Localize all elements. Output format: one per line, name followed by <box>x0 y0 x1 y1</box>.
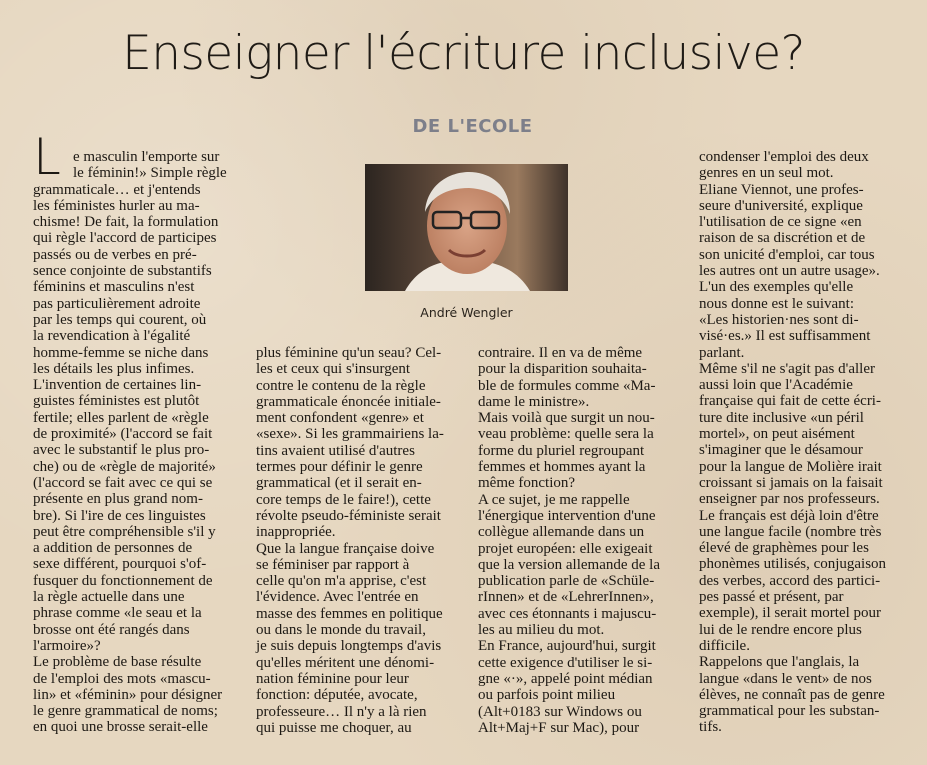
text-line: aussi loin que l'Académie <box>699 377 853 394</box>
text-line: «sexe». Si les grammairiens la- <box>256 426 444 443</box>
text-line: avec le substantif le plus pro- <box>33 442 210 459</box>
author-portrait-image <box>365 164 568 291</box>
text-line: veau problème: quelle sera la <box>478 426 654 443</box>
photo-caption: André Wengler <box>420 305 513 320</box>
text-line: même fonction? <box>478 475 576 492</box>
text-line: exemple), il serait mortel pour <box>699 605 882 622</box>
text-line: pour la langue de Molière irait <box>699 458 882 475</box>
text-line: brosse ont été rangés dans <box>33 621 190 638</box>
text-line: féminins et masculins n'est <box>33 279 195 296</box>
text-line: pes passé et présent, par <box>699 589 844 606</box>
author-photo <box>365 164 568 291</box>
text-line: enseigner par nos professeurs. <box>699 491 880 508</box>
text-line: grammatical (et il serait en- <box>256 475 422 492</box>
text-line: Le problème de base résulte <box>33 654 202 671</box>
text-line: qui règle l'accord de participes <box>33 230 217 247</box>
text-line: termes pour définir le genre <box>256 459 423 476</box>
text-line: visé·es.» Il est suffisamment <box>699 328 871 345</box>
text-line: L'un des exemples qu'elle <box>699 279 854 296</box>
text-line: passés ou de verbes en pré- <box>33 246 197 263</box>
text-line: ment confondent «genre» et <box>256 410 424 427</box>
text-line: a addition de personnes de <box>33 540 193 557</box>
text-line: de l'emploi des mots «mascu- <box>33 670 211 687</box>
text-line: grammaticale… et j'entends <box>33 181 201 198</box>
text-line: Mais voilà que surgit un nou- <box>478 410 655 427</box>
text-line: tins avaient utilisé d'autres <box>256 442 415 459</box>
text-line: française qui fait de cette écri- <box>699 393 881 410</box>
text-line: guistes féministes est plutôt <box>33 393 200 410</box>
text-line: professeure… Il n'y a là rien <box>256 703 427 720</box>
text-line: le genre grammatical de noms; <box>33 703 218 720</box>
text-line: grammaticale énoncée initiale- <box>256 393 441 410</box>
text-line: croissant si jamais on la faisait <box>699 474 883 491</box>
text-line: que la version allemande de la <box>478 556 661 573</box>
text-line: core temps de le faire!), cette <box>256 491 431 508</box>
text-line: élèves, ne connaît pas de genre <box>699 686 885 703</box>
article-rubric: DE L'ECOLE <box>412 116 533 137</box>
text-line: la revendication à l'égalité <box>33 328 191 345</box>
text-line: raison de sa discrétion et de <box>699 230 866 247</box>
text-line: publication parle de «Schüle- <box>478 573 655 590</box>
text-line: pas particulièrement adroite <box>33 295 201 312</box>
text-line: révolte pseudo-féministe serait <box>256 507 441 524</box>
text-line: genres en un seul mot. <box>699 165 834 182</box>
text-line: gne «·», appelé point médian <box>478 670 653 687</box>
text-line: parlant. <box>699 344 745 361</box>
text-line: par les temps qui courent, où <box>33 311 207 328</box>
text-line: son unicité d'emploi, car tous <box>699 246 875 263</box>
text-line: les détails les plus infimes. <box>33 360 195 377</box>
text-line: pour la disparition souhaita- <box>478 361 647 378</box>
text-line: fusquer du fonctionnement de <box>33 572 213 589</box>
text-line: lin» et «féminin» pour désigner <box>33 686 223 703</box>
text-line: (l'accord se fait avec ce qui se <box>33 474 213 491</box>
text-line: les et ceux qui s'insurgent <box>256 361 411 378</box>
text-column-1 <box>33 149 243 736</box>
text-line: nous donne est le suivant: <box>699 295 854 312</box>
text-line: en quoi une brosse serait-elle <box>33 719 208 736</box>
text-line: «Les historien·nes sont di- <box>699 311 859 328</box>
text-line: cette exigence d'utiliser le si- <box>478 654 653 671</box>
text-line: l'armoire»? <box>33 637 101 654</box>
drop-cap: L <box>33 128 61 186</box>
text-line: les féministes hurler au ma- <box>33 197 200 214</box>
text-line: difficile. <box>699 637 750 654</box>
text-line: ou parfois point milieu <box>478 687 616 704</box>
text-line: l'énergique intervention d'une <box>478 507 656 524</box>
text-line: A ce sujet, je me rappelle <box>478 491 630 508</box>
text-line: des verbes, accord des partici- <box>699 572 881 589</box>
text-line: Alt+Maj+F sur Mac), pour <box>478 719 640 736</box>
text-line: l'utilisation de ce signe «en <box>699 214 862 231</box>
text-line: L'invention de certaines lin- <box>33 377 202 394</box>
text-line: dame le ministre». <box>478 393 590 410</box>
text-line: se féminiser par rapport à <box>256 556 410 573</box>
text-line: Rappelons que l'anglais, la <box>699 654 860 671</box>
text-line: qui puisse me choquer, au <box>256 719 412 736</box>
text-line: Que la langue française doive <box>256 540 435 557</box>
text-line: collègue allemande dans un <box>478 524 645 541</box>
text-line: lui de le rendre encore plus <box>699 621 862 638</box>
text-line: femmes et hommes ayant la <box>478 459 646 476</box>
text-line: ture dite inclusive «un péril <box>699 409 864 426</box>
text-line: rInnen» et de «LehrerInnen», <box>478 589 654 606</box>
text-column-4 <box>699 149 909 736</box>
text-line: qu'elles méritent une dénomi- <box>256 654 435 671</box>
text-line: contraire. Il en va de même <box>478 345 643 361</box>
text-line: sence conjointe de substantifs <box>33 263 212 280</box>
text-line: Même s'il ne s'agit pas d'aller <box>699 360 875 377</box>
text-line: projet européen: elle exigeait <box>478 540 653 557</box>
text-line: (Alt+0183 sur Windows ou <box>478 703 642 720</box>
text-line: le féminin!» Simple règle <box>73 165 227 182</box>
text-line: élevé de graphèmes pour les <box>699 540 869 557</box>
text-line: une langue facile (nombre très <box>699 523 882 540</box>
text-line: présente en plus grand nom- <box>33 491 203 508</box>
text-line: les au milieu du mot. <box>478 622 605 639</box>
text-line: chisme! De fait, la formulation <box>33 214 219 231</box>
text-line: forme du pluriel regroupant <box>478 442 645 459</box>
text-line: celle qu'on m'a apprise, c'est <box>256 573 427 590</box>
text-line: de proximité» (l'accord se fait <box>33 426 213 443</box>
text-line: grammatical pour les substan- <box>699 703 880 720</box>
text-line: avec ces étonnants i majuscu- <box>478 605 657 622</box>
text-line: phrase comme «le seau et la <box>33 605 202 622</box>
text-line: inappropriée. <box>256 524 336 541</box>
text-line: les autres ont un autre usage». <box>699 263 880 280</box>
text-line: sexe différent, pourquoi s'of- <box>33 556 207 573</box>
text-line: fertile; elles parlent de «règle <box>33 409 209 426</box>
text-line: peut être compréhensible s'il y <box>33 523 216 540</box>
text-line: nation féminine pour leur <box>256 670 409 687</box>
text-line: tifs. <box>699 719 722 736</box>
text-line: langue «dans le vent» de nos <box>699 670 872 687</box>
text-line: fonction: députée, avocate, <box>256 687 418 704</box>
text-line: homme-femme se niche dans <box>33 344 209 361</box>
text-line: l'évidence. Avec l'entrée en <box>256 589 419 606</box>
text-column-2 <box>256 345 466 736</box>
text-line: e masculin l'emporte sur <box>73 149 220 165</box>
text-line: mortel», on peut aisément <box>699 426 855 443</box>
article-title: Enseigner l'écriture inclusive? <box>122 26 805 81</box>
text-line: plus féminine qu'un seau? Cel- <box>256 345 442 361</box>
text-line: la règle actuelle dans une <box>33 589 185 606</box>
text-line: je suis depuis longtemps d'avis <box>256 638 442 655</box>
text-column-3 <box>478 345 688 736</box>
text-line: Eliane Viennot, une profes- <box>699 181 864 198</box>
text-line: seure d'université, explique <box>699 197 863 214</box>
text-line: s'imaginer que le désamour <box>699 442 863 459</box>
text-line: ou dans le monde du travail, <box>256 622 426 639</box>
text-line: che) ou de «règle de majorité» <box>33 458 216 475</box>
text-line: En France, aujourd'hui, surgit <box>478 638 656 655</box>
text-line: ble de formules comme «Ma- <box>478 377 656 394</box>
text-line: bre). Si l'ire de ces linguistes <box>33 507 206 524</box>
text-line: Le français est déjà loin d'être <box>699 507 879 524</box>
text-line: phonèmes utilisés, conjugaison <box>699 556 887 573</box>
text-line: condenser l'emploi des deux <box>699 149 869 165</box>
text-line: contre le contenu de la règle <box>256 377 426 394</box>
text-line: masse des femmes en politique <box>256 605 443 622</box>
